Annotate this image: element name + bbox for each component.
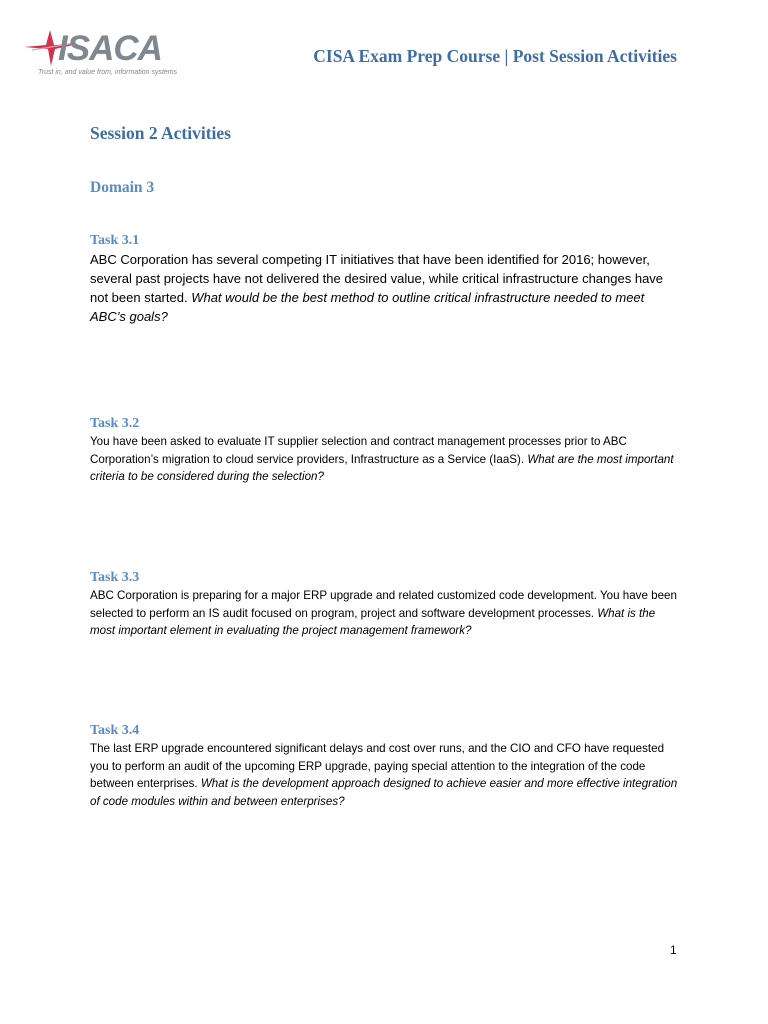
task-text: You have been asked to evaluate IT supplier selection and contract management processes prior to ABC Corporation’s migration to cloud service providers, Infrastructure as a Service (IaaS).	[90, 435, 627, 466]
page-number: 1	[670, 943, 677, 957]
task-body	[90, 587, 680, 640]
task-section	[90, 232, 680, 326]
task-title: Task 3.4	[90, 723, 140, 738]
isaca-logo	[24, 26, 178, 78]
task-question: What is the most important element in evaluating the project management framework?	[90, 606, 656, 637]
logo-tagline: Trust in, and value from, information systems	[38, 69, 178, 76]
task-text: ABC Corporation is preparing for a major ERP upgrade and related customized code development. You have been selected to perform an IS audit focused on program, project and software development processes.	[90, 589, 677, 620]
task-question: What is the development approach designed to achieve easier and more effective integration of code modules within and between enterprises?	[90, 777, 678, 808]
session-title: Session 2 Activities	[90, 123, 231, 143]
task-section	[90, 722, 680, 810]
task-title: Task 3.3	[90, 570, 140, 585]
domain-title: Domain 3	[90, 179, 155, 196]
task-question: What would be the best method to outline critical infrastructure needed to meet ABC’s goals?	[90, 290, 645, 324]
task-title: Task 3.1	[90, 233, 140, 248]
task-question: What are the most important criteria to be considered during the selection?	[90, 452, 674, 483]
task-section	[90, 415, 680, 486]
task-title: Task 3.2	[90, 416, 140, 431]
task-text: The last ERP upgrade encountered significant delays and cost over runs, and the CIO and CFO have requested you to perform an audit of the upcoming ERP upgrade, paying special attention to the integration of the code between enterprises.	[90, 742, 665, 790]
task-section	[90, 569, 680, 640]
task-text: ABC Corporation has several competing IT initiatives that have been identified for 2016; however, several past projects have not delivered the desired value, while critical infrastructure changes have not been started.	[90, 252, 664, 305]
logo-wordmark: ISACA	[58, 29, 162, 68]
header-title: CISA Exam Prep Course | Post Session Activities	[313, 46, 677, 66]
task-body	[90, 250, 680, 326]
task-body	[90, 740, 680, 810]
task-body	[90, 433, 680, 486]
